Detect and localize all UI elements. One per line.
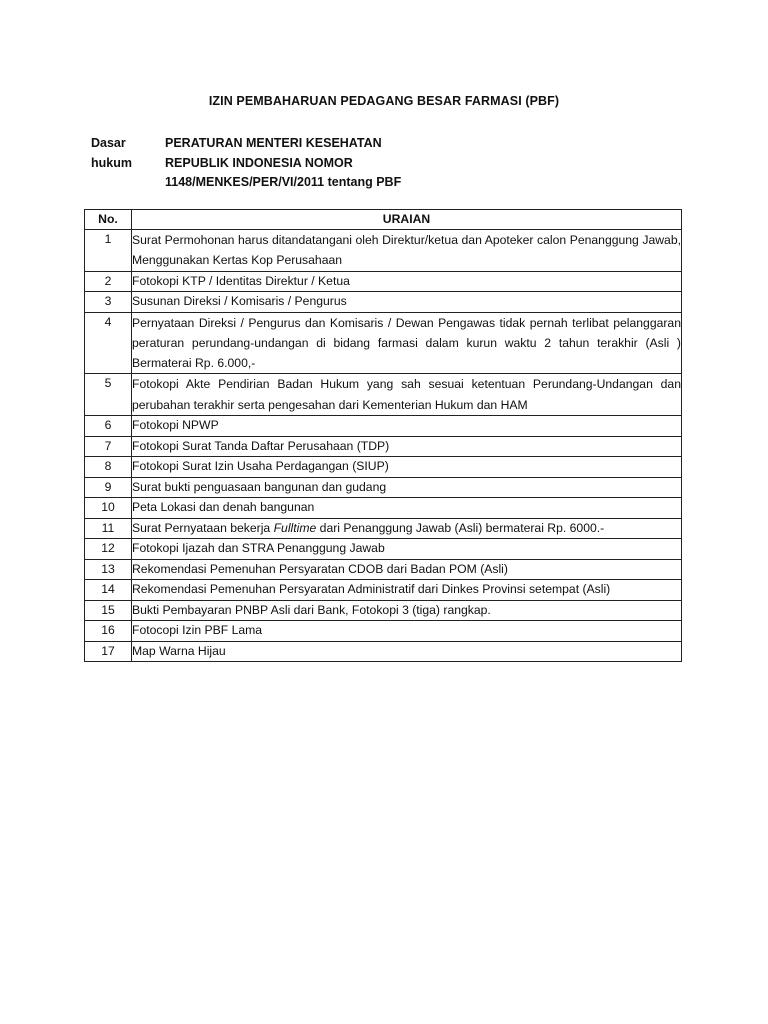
table-row xyxy=(85,621,682,642)
row-description-italic: Fulltime xyxy=(273,520,317,535)
table-row xyxy=(85,230,682,272)
row-description: Fotocopi Izin PBF Lama xyxy=(132,621,682,642)
legal-basis-label-2: hukum xyxy=(91,155,132,170)
row-description: Fotokopi NPWP xyxy=(132,416,682,437)
row-number: 13 xyxy=(85,559,132,580)
legal-basis-row-2 xyxy=(91,154,401,174)
legal-basis-row-1 xyxy=(91,134,401,154)
table-row xyxy=(85,580,682,601)
row-description: Fotokopi Surat Izin Usaha Perdagangan (SIUP) xyxy=(132,457,682,478)
legal-basis-text-1: PERATURAN MENTERI KESEHATAN xyxy=(165,136,382,150)
row-number: 16 xyxy=(85,621,132,642)
table-row xyxy=(85,416,682,437)
row-number: 12 xyxy=(85,539,132,560)
row-description xyxy=(132,518,682,539)
row-number: 5 xyxy=(85,374,132,416)
table-row xyxy=(85,559,682,580)
row-description: Rekomendasi Pemenuhan Persyaratan Administratif dari Dinkes Provinsi setempat (Asli) xyxy=(132,580,682,601)
row-description-part: dari Penanggung Jawab (Asli) bermaterai Rp. 6000.- xyxy=(316,520,605,535)
table-row xyxy=(85,312,682,374)
document-title: IZIN PEMBAHARUAN PEDAGANG BESAR FARMASI (PBF) xyxy=(208,94,560,108)
header-description: URAIAN xyxy=(132,210,682,230)
table-row xyxy=(85,641,682,662)
row-number: 7 xyxy=(85,436,132,457)
row-number: 2 xyxy=(85,271,132,292)
requirements-table xyxy=(84,209,682,662)
table-row xyxy=(85,436,682,457)
legal-basis xyxy=(91,134,401,193)
table-row xyxy=(85,457,682,478)
table-row xyxy=(85,539,682,560)
row-description: Rekomendasi Pemenuhan Persyaratan CDOB dari Badan POM (Asli) xyxy=(132,559,682,580)
legal-basis-text-2: REPUBLIK INDONESIA NOMOR xyxy=(165,155,353,170)
row-description: Peta Lokasi dan denah bangunan xyxy=(132,498,682,519)
table-header-row xyxy=(85,210,682,230)
table-row xyxy=(85,271,682,292)
row-number: 10 xyxy=(85,498,132,519)
row-number: 9 xyxy=(85,477,132,498)
table-row xyxy=(85,498,682,519)
row-description: Fotokopi Surat Tanda Daftar Perusahaan (TDP) xyxy=(132,436,682,457)
row-description: Bukti Pembayaran PNBP Asli dari Bank, Fotokopi 3 (tiga) rangkap. xyxy=(132,600,682,621)
legal-basis-label-3 xyxy=(91,173,165,193)
row-description: Map Warna Hijau xyxy=(132,641,682,662)
row-description: Susunan Direksi / Komisaris / Pengurus xyxy=(132,292,682,313)
table-row xyxy=(85,374,682,416)
row-number: 11 xyxy=(85,518,132,539)
legal-basis-row-3 xyxy=(91,173,401,193)
row-number: 8 xyxy=(85,457,132,478)
table-row xyxy=(85,477,682,498)
legal-basis-text-3: 1148/MENKES/PER/VI/2011 tentang PBF xyxy=(165,175,402,189)
row-number: 15 xyxy=(85,600,132,621)
row-description: Pernyataan Direksi / Pengurus dan Komisaris / Dewan Pengawas tidak pernah terlibat pelanggaran peraturan perundang-undangan di bidang farmasi dalam kurun waktu 2 tahun terakhir (Asli ) Bermaterai Rp. 6.000,- xyxy=(132,312,682,374)
row-description: Fotokopi KTP / Identitas Direktur / Ketua xyxy=(132,271,682,292)
table-row xyxy=(85,600,682,621)
row-description: Fotokopi Akte Pendirian Badan Hukum yang sah sesuai ketentuan Perundang-Undangan dan perubahan terakhir serta pengesahan dari Kementerian Hukum dan HAM xyxy=(132,374,682,416)
row-description-part: Surat Pernyataan bekerja xyxy=(132,520,274,535)
header-no: No. xyxy=(85,210,132,230)
table-row xyxy=(85,292,682,313)
row-description: Fotokopi Ijazah dan STRA Penanggung Jawab xyxy=(132,539,682,560)
table-row xyxy=(85,518,682,539)
row-description: Surat Permohonan harus ditandatangani oleh Direktur/ketua dan Apoteker calon Penanggung Jawab, Menggunakan Kertas Kop Perusahaan xyxy=(132,230,682,272)
row-number: 6 xyxy=(85,416,132,437)
row-number: 3 xyxy=(85,292,132,313)
row-number: 17 xyxy=(85,641,132,662)
row-description: Surat bukti penguasaan bangunan dan gudang xyxy=(132,477,682,498)
row-number: 1 xyxy=(85,230,132,272)
row-number: 4 xyxy=(85,312,132,374)
row-number: 14 xyxy=(85,580,132,601)
legal-basis-label-1: Dasar xyxy=(91,136,126,150)
